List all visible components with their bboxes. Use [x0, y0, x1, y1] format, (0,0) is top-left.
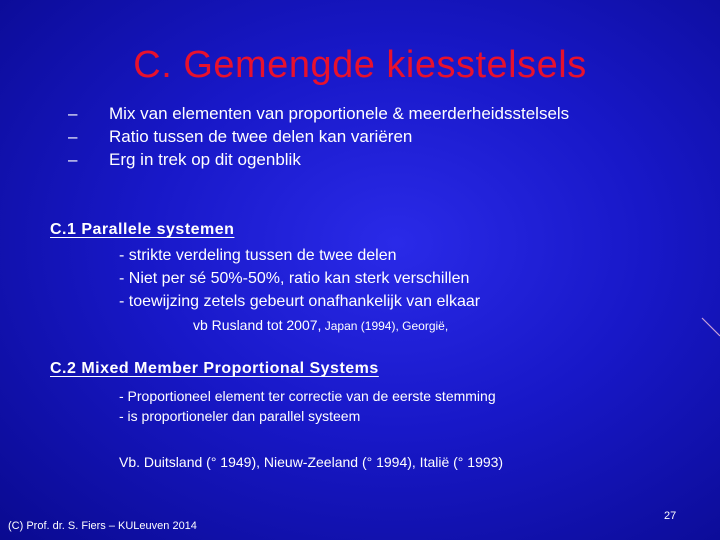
bullet-dash: –	[68, 127, 78, 146]
bullet-item	[68, 125, 569, 148]
section1-point: - strikte verdeling tussen de twee delen	[119, 247, 397, 264]
example-rest: Japan (1994), Georgië,	[321, 319, 449, 333]
bullet-dash: –	[68, 104, 78, 123]
section-heading-parallel: C.1 Parallele systemen	[50, 221, 235, 238]
section1-point: - toewijzing zetels gebeurt onafhankelijk van elkaar	[119, 293, 481, 310]
slide-title: C. Gemengde kiesstelsels	[133, 44, 587, 86]
bullet-item	[68, 148, 569, 171]
section1-example	[193, 317, 448, 333]
section-heading-mmp: C.2 Mixed Member Proportional Systems	[50, 360, 379, 377]
page-number: 27	[664, 510, 677, 522]
bullet-text: Mix van elementen van proportionele & meerderheidsstelsels	[109, 104, 570, 123]
bullet-text: Ratio tussen de twee delen kan variëren	[109, 127, 413, 146]
bullet-dash: –	[68, 150, 78, 169]
example-comma: ,	[317, 317, 322, 333]
section2-point: - Proportioneel element ter correctie van de eerste stemming	[119, 388, 496, 404]
bullet-text: Erg in trek op dit ogenblik	[109, 150, 301, 169]
section1-point: - Niet per sé 50%-50%, ratio kan sterk verschillen	[119, 270, 470, 287]
example-prefix: vb Rusland tot 2007	[193, 317, 318, 333]
section1-points	[119, 244, 480, 313]
bullet-list	[68, 102, 569, 171]
bullet-item	[68, 102, 569, 125]
section2-points	[119, 386, 496, 426]
footer-credit: (C) Prof. dr. S. Fiers – KULeuven 2014	[8, 520, 197, 532]
section2-point: - is proportioneler dan parallel systeem	[119, 408, 361, 424]
section2-example: Vb. Duitsland (° 1949), Nieuw-Zeeland (° 1994), Italië (° 1993)	[119, 454, 504, 470]
